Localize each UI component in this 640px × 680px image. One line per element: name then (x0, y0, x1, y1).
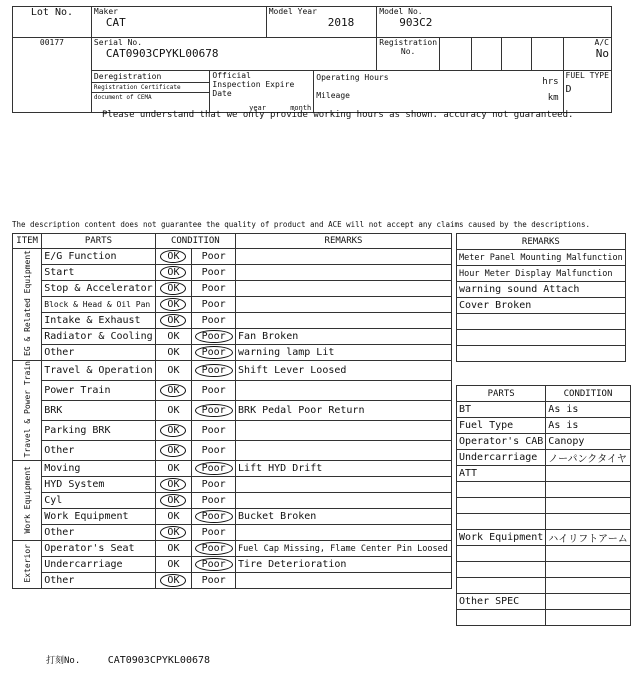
lot-number: 00177 (13, 38, 92, 113)
part-name: Other (42, 441, 155, 461)
item-category-label: Travel & Power Train (22, 361, 32, 458)
parts-row-part: BT (457, 402, 546, 418)
checklist-row (13, 557, 452, 573)
parts-row (457, 402, 631, 418)
fuel-type-value: D (565, 84, 572, 95)
parts-row (457, 546, 631, 562)
remark (236, 573, 452, 589)
poor-cell (192, 557, 236, 573)
right-remark: warning sound Attach (457, 282, 626, 298)
parts-row-part (457, 546, 546, 562)
parts-row-condition: ノーパンクタイヤ (546, 450, 630, 466)
ac-value: No (595, 47, 609, 60)
remark: Tire Deterioration (236, 557, 452, 573)
checklist-row (13, 477, 452, 493)
km-unit: km (547, 93, 559, 103)
ok-selected-mark: OK (160, 384, 186, 397)
ok-cell (155, 421, 192, 441)
poor-selected-mark: Poor (195, 346, 233, 359)
part-name: BRK (42, 401, 155, 421)
part-name: Travel & Operation (42, 361, 155, 381)
poor-option: Poor (201, 299, 226, 310)
parts-row (457, 562, 631, 578)
checklist-row (13, 361, 452, 381)
remark (236, 493, 452, 509)
disclaimer: The description content does not guarantee the quality of product and ACE will not accept any claims caused by the descriptions. (12, 220, 590, 229)
ok-cell (155, 249, 192, 265)
ok-selected-mark: OK (160, 298, 186, 311)
ok-option: OK (167, 405, 180, 417)
model-year-value: 2018 (327, 16, 355, 29)
remark (236, 249, 452, 265)
parts-row-condition (546, 546, 630, 562)
poor-cell (192, 461, 236, 477)
part-name: Block & Head & Oil Pan (42, 297, 155, 313)
parts-row-condition (546, 578, 630, 594)
parts-row-condition (546, 498, 630, 514)
reg-box-4 (532, 38, 564, 71)
remark (236, 441, 452, 461)
poor-selected-mark: Poor (195, 542, 233, 555)
serial-cell (91, 38, 376, 71)
month-label: month (290, 104, 312, 112)
ac-cell (563, 38, 611, 71)
model-no-label: Model No. (379, 7, 423, 16)
ok-selected-mark: OK (160, 424, 186, 437)
poor-option: Poor (201, 495, 226, 507)
poor-cell (192, 249, 236, 265)
model-year-label: Model Year (268, 7, 317, 16)
part-name: Work Equipment (42, 509, 155, 525)
poor-cell (192, 265, 236, 281)
checklist-row (13, 401, 452, 421)
maker-label: Maker (93, 7, 118, 16)
poor-selected-mark: Poor (195, 558, 233, 571)
parts-row-part (457, 514, 546, 530)
ok-selected-mark: OK (160, 250, 186, 263)
checklist-row (13, 345, 452, 361)
ac-label: A/C (594, 38, 609, 47)
poor-option: Poor (201, 251, 226, 262)
part-name: Other (42, 345, 155, 361)
part-name: Radiator & Cooling (42, 329, 155, 345)
part-name: Start (42, 265, 155, 281)
ok-cell (155, 477, 192, 493)
remark: Lift HYD Drift (236, 461, 452, 477)
remark (236, 477, 452, 493)
right-remark: Hour Meter Display Malfunction (457, 266, 626, 282)
remark (236, 297, 452, 313)
checklist-row (13, 509, 452, 525)
parts-row (457, 418, 631, 434)
deregistration-label: Deregistration (92, 71, 210, 83)
ok-cell (155, 461, 192, 477)
hrs-unit: hrs (542, 77, 559, 87)
condition-col-header: CONDITION (546, 386, 630, 402)
parts-row-condition: Canopy (546, 434, 630, 450)
parts-row-condition (546, 594, 630, 610)
parts-row-condition: As is (546, 402, 630, 418)
parts-row-part (457, 482, 546, 498)
poor-option: Poor (201, 445, 226, 457)
ok-cell (155, 401, 192, 421)
ok-cell (155, 329, 192, 345)
part-name: Power Train (42, 381, 155, 401)
poor-option: Poor (201, 385, 226, 397)
ok-cell (155, 525, 192, 541)
poor-selected-mark: Poor (195, 330, 233, 343)
part-name: Cyl (42, 493, 155, 509)
poor-cell (192, 421, 236, 441)
mileage-label: Mileage (316, 91, 350, 100)
poor-cell (192, 345, 236, 361)
right-remarks-table (456, 233, 626, 362)
inspection-label: Official Inspection Expire Date (212, 71, 295, 98)
poor-cell (192, 493, 236, 509)
ok-cell (155, 509, 192, 525)
ok-option: OK (167, 559, 180, 571)
checklist-row (13, 493, 452, 509)
reg-box-3 (502, 38, 532, 71)
serial-value: CAT0903CPYKL00678 (105, 47, 219, 60)
lot-label: Lot No. (13, 7, 92, 38)
part-name: Operator's Seat (42, 541, 155, 557)
ok-selected-mark: OK (160, 526, 186, 539)
checklist-row (13, 421, 452, 441)
reg-box-2 (472, 38, 502, 71)
reg-cert-label: Registration Certificate (92, 83, 210, 93)
parts-row-part (457, 562, 546, 578)
checklist-row (13, 441, 452, 461)
remark: warning lamp Lit (236, 345, 452, 361)
item-category (13, 541, 42, 589)
poor-cell (192, 313, 236, 329)
part-name: Stop & Accelerator (42, 281, 155, 297)
checklist-row (13, 329, 452, 345)
part-name: Other (42, 525, 155, 541)
fuel-type-cell (563, 71, 611, 113)
inspection-cell (210, 71, 314, 113)
ok-cell (155, 281, 192, 297)
poor-selected-mark: Poor (195, 364, 233, 377)
ok-selected-mark: OK (160, 444, 186, 457)
hours-notice: Please understand that we only provide working hours as shown. accuracy not guaranteed. (102, 110, 574, 120)
poor-cell (192, 441, 236, 461)
checklist-row (13, 381, 452, 401)
parts-row-part: Operator's CAB (457, 434, 546, 450)
part-name: Undercarriage (42, 557, 155, 573)
parts-row-condition (546, 466, 630, 482)
item-category (13, 361, 42, 461)
remark: Shift Lever Loosed (236, 361, 452, 381)
checklist-row (13, 265, 452, 281)
parts-row-part: Other SPEC (457, 594, 546, 610)
model-no-cell (377, 7, 612, 38)
poor-selected-mark: Poor (195, 510, 233, 523)
poor-option: Poor (201, 479, 226, 491)
right-remark (457, 330, 626, 346)
item-category (13, 461, 42, 541)
right-remark-row (457, 330, 626, 346)
ok-option: OK (167, 463, 180, 475)
poor-option: Poor (201, 527, 226, 539)
right-remark-row (457, 346, 626, 362)
ok-option: OK (167, 365, 180, 377)
header-table (12, 6, 612, 113)
ok-selected-mark: OK (160, 574, 186, 587)
remark: BRK Pedal Poor Return (236, 401, 452, 421)
maker-cell (91, 7, 266, 38)
item-category-label: EG & Related Equipment (22, 250, 32, 356)
parts-row (457, 498, 631, 514)
parts-row (457, 514, 631, 530)
part-name: Moving (42, 461, 155, 477)
part-name: Intake & Exhaust (42, 313, 155, 329)
remark (236, 421, 452, 441)
remark: Fuel Cap Missing, Flame Center Pin Loosed (236, 541, 452, 557)
ok-cell (155, 493, 192, 509)
parts-row-part (457, 610, 546, 626)
parts-row-part (457, 498, 546, 514)
checklist-row (13, 461, 452, 477)
registration-label: Registration No. (377, 38, 440, 71)
poor-option: Poor (201, 315, 226, 326)
poor-cell (192, 329, 236, 345)
ok-cell (155, 313, 192, 329)
parts-table (456, 385, 631, 626)
parts-row-part: Work Equipment (457, 530, 546, 546)
poor-cell (192, 297, 236, 313)
ok-option: OK (167, 511, 180, 523)
poor-cell (192, 541, 236, 557)
poor-selected-mark: Poor (195, 404, 233, 417)
right-remark-row (457, 282, 626, 298)
poor-cell (192, 509, 236, 525)
right-remark-row (457, 250, 626, 266)
checklist-row (13, 573, 452, 589)
footer-value: CAT0903CPYKL00678 (107, 655, 211, 666)
ok-selected-mark: OK (160, 266, 186, 279)
model-year-cell (266, 7, 377, 38)
ok-option: OK (167, 543, 180, 555)
right-remark-row (457, 266, 626, 282)
ok-selected-mark: OK (160, 282, 186, 295)
ok-cell (155, 381, 192, 401)
parts-row (457, 530, 631, 546)
hours-cell (314, 71, 563, 113)
parts-row-part: Undercarriage (457, 450, 546, 466)
deregistration-cell (91, 71, 210, 113)
fuel-type-label: FUEL TYPE (565, 71, 609, 80)
remark (236, 281, 452, 297)
parts-row-condition: ハイリフトアーム (546, 530, 630, 546)
item-category-label: Exterior (22, 544, 32, 583)
remark (236, 381, 452, 401)
checklist-table (12, 233, 452, 589)
model-no-value: 903C2 (399, 16, 433, 29)
right-remark: Cover Broken (457, 298, 626, 314)
right-remarks-header: REMARKS (457, 234, 626, 250)
ok-cell (155, 265, 192, 281)
maker-value: CAT (105, 16, 126, 29)
parts-row (457, 466, 631, 482)
checklist-row (13, 525, 452, 541)
parts-row-part: ATT (457, 466, 546, 482)
footer (46, 653, 210, 666)
item-category (13, 249, 42, 361)
parts-header: PARTS (42, 234, 155, 249)
right-remark (457, 314, 626, 330)
checklist-row (13, 541, 452, 557)
ok-cell (155, 297, 192, 313)
condition-header: CONDITION (155, 234, 235, 249)
remark: Bucket Broken (236, 509, 452, 525)
right-remark (457, 346, 626, 362)
year-label: year (249, 104, 266, 112)
right-remark-row (457, 298, 626, 314)
poor-option: Poor (201, 283, 226, 294)
parts-row (457, 434, 631, 450)
poor-cell (192, 525, 236, 541)
ok-selected-mark: OK (160, 494, 186, 507)
parts-row (457, 450, 631, 466)
cema-label: document of CEMA (93, 94, 152, 101)
parts-row (457, 594, 631, 610)
poor-cell (192, 401, 236, 421)
poor-cell (192, 381, 236, 401)
right-remark: Meter Panel Mounting Malfunction (457, 250, 626, 266)
parts-row-part: Fuel Type (457, 418, 546, 434)
serial-label: Serial No. (93, 38, 143, 47)
parts-col-header: PARTS (457, 386, 546, 402)
part-name: HYD System (42, 477, 155, 493)
part-name: Other (42, 573, 155, 589)
parts-row (457, 610, 631, 626)
parts-row (457, 578, 631, 594)
item-category-label: Work Equipment (22, 465, 32, 534)
checklist-row (13, 281, 452, 297)
poor-option: Poor (201, 575, 226, 587)
ok-cell (155, 361, 192, 381)
parts-row-condition (546, 482, 630, 498)
item-header: ITEM (13, 234, 42, 249)
ok-cell (155, 345, 192, 361)
footer-label: 打刻No. (46, 656, 81, 666)
ok-option: OK (167, 347, 180, 358)
ok-cell (155, 573, 192, 589)
poor-option: Poor (201, 267, 226, 278)
reg-box-1 (440, 38, 472, 71)
poor-cell (192, 281, 236, 297)
parts-row-condition (546, 610, 630, 626)
remark (236, 265, 452, 281)
poor-cell (192, 573, 236, 589)
remark: Fan Broken (236, 329, 452, 345)
ok-cell (155, 441, 192, 461)
remarks-header: REMARKS (236, 234, 452, 249)
parts-row-condition (546, 562, 630, 578)
poor-selected-mark: Poor (195, 462, 233, 475)
right-remark-row (457, 314, 626, 330)
hours-label: Operating Hours (316, 73, 389, 82)
ok-option: OK (167, 331, 180, 342)
checklist-row (13, 297, 452, 313)
part-name: E/G Function (42, 249, 155, 265)
ok-cell (155, 541, 192, 557)
part-name: Parking BRK (42, 421, 155, 441)
poor-cell (192, 361, 236, 381)
parts-row (457, 482, 631, 498)
parts-row-condition: As is (546, 418, 630, 434)
remark (236, 525, 452, 541)
remark (236, 313, 452, 329)
parts-row-condition (546, 514, 630, 530)
poor-option: Poor (201, 425, 226, 437)
poor-cell (192, 477, 236, 493)
ok-cell (155, 557, 192, 573)
checklist-row (13, 313, 452, 329)
checklist-row (13, 249, 452, 265)
ok-selected-mark: OK (160, 478, 186, 491)
parts-row-part (457, 578, 546, 594)
ok-selected-mark: OK (160, 314, 186, 327)
